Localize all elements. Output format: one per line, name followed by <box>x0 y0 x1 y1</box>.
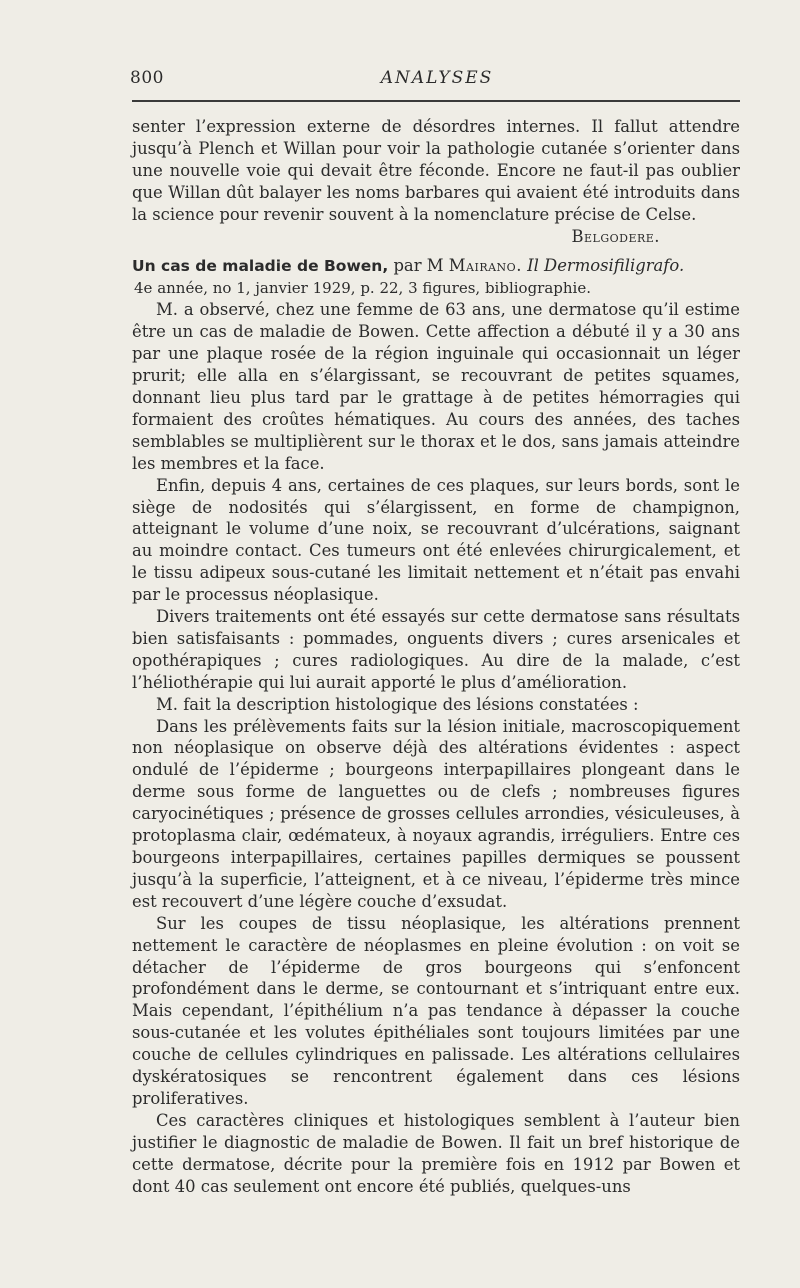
article-paragraph: Divers traitements ont été essayés sur cette dermatose sans résultats bien satisfaisants : pommades, onguents divers ; cures arsenicales et opothérapiques ; cures radiologiques. Au dire de la malade, c’est l’héliothérapie qui lui aurait apporté le plus d’amélioration. <box>132 607 740 692</box>
article-paragraph: Enfin, depuis 4 ans, certaines de ces plaques, sur leurs bords, sont le siège de nodosités qui s’élargissent, en forme de champignon, atteignant le volume d’une noix, se recouvrant d’ulcérations, saignant au moindre contact. Ces tumeurs ont été enlevées chirurgicalement, et le tissu adipeux sous-cutané les limitait nettement et n’était pas envahi par le processus néoplasique. <box>132 475 740 605</box>
page-number: 800 <box>130 68 164 88</box>
body-text <box>132 116 740 1198</box>
article-paragraph: M. fait la description histologique des lésions constatées : <box>156 694 639 714</box>
reviewer-signature: Belgodere. <box>571 226 660 246</box>
article-title: Un cas de maladie de Bowen, <box>132 257 389 276</box>
article-paragraph: Sur les coupes de tissu néoplasique, les altérations prennent nettement le caractère de néoplasmes en pleine évolution : on voit se détacher de l’épiderme de gros bourgeons qui s’enfoncent profondément dans le derme, se contournant et s’intriquant entre eux. Mais cependant, l’épithélium n’a pas tendance à dépasser la couche sous-cutanée et les volutes épithéliales sont toujours limitées par une couche de cellules cylindriques en palissade. Les altérations cellulaires dyskératosiques se rencontrent également dans ces lésions proliferatives. <box>132 913 740 1108</box>
article-author: Mairano. <box>448 256 522 276</box>
previous-article-paragraph <box>132 116 740 246</box>
article-paragraph: M. a observé, chez une femme de 63 ans, une dermatose qu’il estime être un cas de maladie de Bowen. Cette affection a débuté il y a 30 ans par une plaque rosée de la région inguinale qui occasionnait un léger prurit; elle alla en s’élargissant, se recouvrant de petites squames, donnant lieu plus tard par le grattage à de petites hémorragies qui formaient des croûtes hématiques. Au cours des années, des taches semblables se multiplièrent sur le thorax et le dos, sans jamais atteindre les membres et la face. <box>132 300 740 473</box>
running-title: ANALYSES <box>380 68 494 88</box>
article-paragraph: Dans les prélèvements faits sur la lésion initiale, macroscopiquement non néoplasique on observe déjà des altérations évidentes : aspect ondulé de l’épiderme ; bourgeons interpapillaires plongeant dans le derme sous forme de languettes ou de clefs ; nombreuses figures caryocinétiques ; présence de grosses cellules arrondies, vésiculeuses, à protoplasma clair, œdémateux, à noyaux agrandis, irréguliers. Entre ces bourgeons interpapillaires, certaines papilles dermiques se poussent jusqu’à la superficie, l’atteignent, et à ce niveau, l’épiderme très mince est recouvert d’une légère couche d’exsudat. <box>132 716 740 911</box>
article-journal: Il Dermosifiligrafo. <box>527 256 685 276</box>
article-heading <box>132 255 740 278</box>
page-header <box>132 62 742 92</box>
previous-article-end <box>132 116 740 247</box>
page <box>130 62 742 1196</box>
header-rule <box>132 100 740 102</box>
article-reference: 4e année, no 1, janvier 1929, p. 22, 3 figures, bibliographie. <box>134 279 592 298</box>
previous-article-text: senter l’expression externe de désordres internes. Il fallut attendre jusqu’à Plench et Willan pour voir la pathologie cutanée s’orienter dans une nouvelle voie qui devait être féconde. Encore ne faut-il pas oublier que Willan dût balayer les noms barbares qui avaient été introduits dans la science pour revenir souvent à la nomenclature précise de Celse. <box>132 117 740 224</box>
article-paragraph: Ces caractères cliniques et histologiques semblent à l’auteur bien justifier le diagnostic de maladie de Bowen. Il fait un bref historique de cette dermatose, décrite pour la première fois en 1912 par Bowen et dont 40 cas seulement ont encore été publiés, quelques-uns <box>132 1110 740 1196</box>
article-by: par M <box>393 256 444 276</box>
